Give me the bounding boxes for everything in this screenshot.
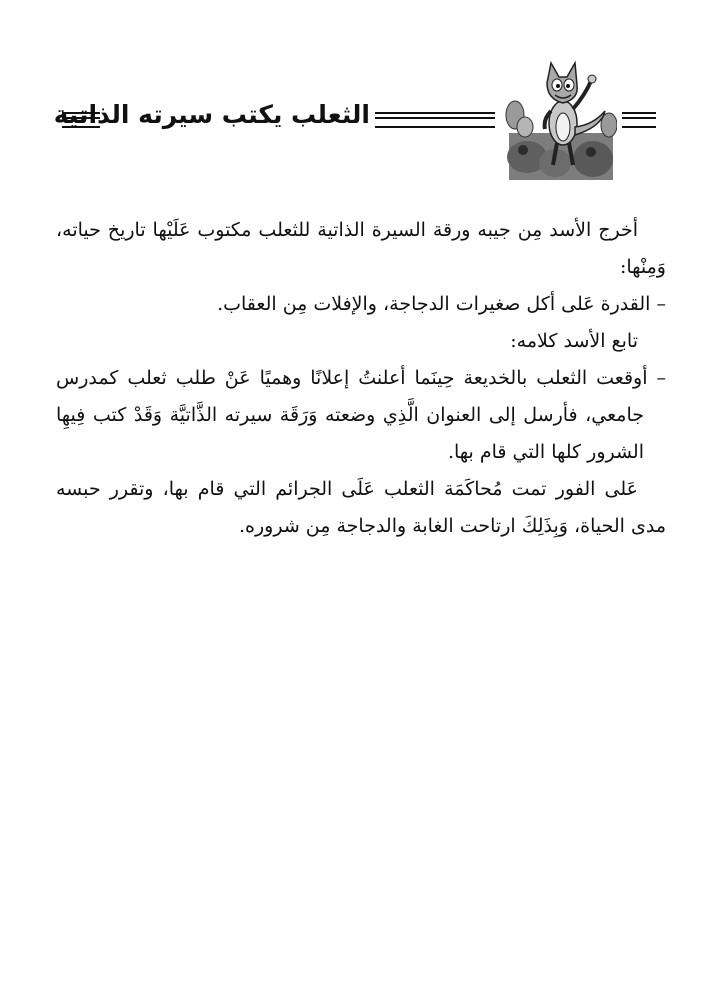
page-header [50, 55, 670, 180]
paragraph-bullet-one: – القدرة عَلى أكل صغيرات الدجاجة، والإفلات مِن العقاب. [217, 293, 666, 315]
paragraph-intro: أخرج الأسد مِن جيبه ورقة السيرة الذاتية للثعلب مكتوب عَلَيْها تاريخ حياته، وَمِنْها: [56, 219, 666, 278]
title-rule-right [622, 112, 656, 128]
fox-illustration-icon [505, 55, 617, 180]
paragraph-bullet-two: – أوقعت الثعلب بالخديعة حِينَما أعلنتُ إعلانًا وهميًا عَنْ طلب ثعلب كمدرس جامعي، فأرسل إلى العنوان الَّذِي وضعته وَرَقَة سيرته الذَّاتيَّة وَقَدْ كتب فِيهِا الشرور كلها التي قام بها. [56, 367, 666, 463]
title-rule-middle [375, 112, 495, 128]
story-text [56, 212, 666, 545]
paragraph-conclusion: عَلى الفور تمت مُحاكَمَة الثعلب عَلَى الجرائم التي قام بها، وتقرر حبسه مدى الحياة، وَبِذَلِكَ ارتاحت الغابة والدجاجة مِن شروره. [56, 478, 666, 537]
page-title: الثعلب يكتب سيرته الذاتية [53, 100, 370, 129]
paragraph-continue: تابع الأسد كلامه: [510, 330, 638, 352]
